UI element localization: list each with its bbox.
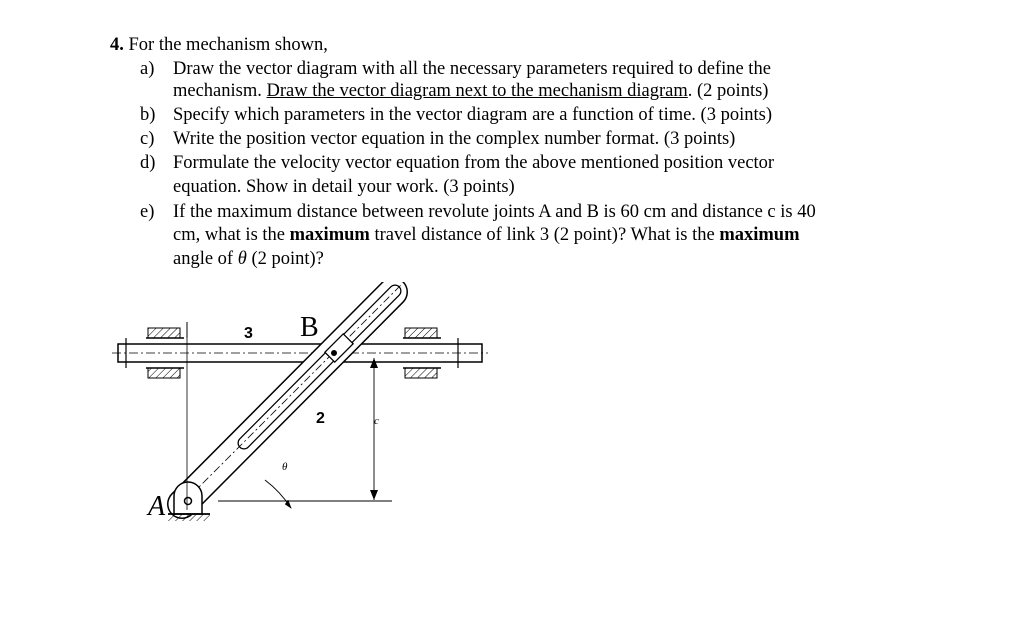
theta-angle-indicator: [265, 480, 291, 508]
item-e-line3-a: angle of: [173, 249, 238, 269]
item-e-bold-maximum-2: maximum: [719, 225, 800, 245]
label-theta: θ: [282, 461, 288, 473]
question-header: [110, 34, 328, 56]
item-a-line2-tail: . (2 points): [687, 81, 769, 101]
item-d-line1: Formulate the velocity vector equation from the above mentioned position vector: [173, 153, 775, 173]
mechanism-diagram: [110, 282, 490, 542]
label-link-2: 2: [316, 410, 325, 427]
item-e-bold-maximum-1: maximum: [289, 225, 370, 245]
item-a-line2: [173, 80, 768, 102]
item-e-line1: If the maximum distance between revolute joints A and B is 60 cm and distance c is 40: [173, 202, 816, 222]
label-dimension-c: c: [374, 415, 379, 427]
item-b-line1: Specify which parameters in the vector diagram are a function of time. (3 points): [173, 105, 772, 125]
item-d-marker: d): [140, 153, 156, 173]
label-joint-a: A: [148, 491, 166, 522]
question-number: 4.: [110, 35, 124, 55]
label-joint-b: B: [300, 312, 319, 343]
question-prompt: For the mechanism shown,: [128, 35, 328, 55]
item-a-line1: Draw the vector diagram with all the necessary parameters required to define the: [173, 59, 771, 79]
item-e-line2: [173, 224, 800, 246]
joint-b-pin: [331, 350, 337, 356]
item-a-marker: a): [140, 59, 155, 79]
item-e-theta-symbol: θ: [237, 249, 247, 269]
item-a-underlined-instruction: Draw the vector diagram next to the mechanism diagram: [266, 81, 688, 101]
item-c-marker: c): [140, 129, 155, 149]
item-e-line3: [173, 248, 324, 270]
label-link-3: 3: [244, 325, 253, 342]
item-b-marker: b): [140, 105, 156, 125]
item-e-marker: e): [140, 202, 155, 222]
item-c-line1: Write the position vector equation in the complex number format. (3 points): [173, 129, 736, 149]
item-e-line2-a: cm, what is the: [173, 225, 290, 245]
item-e-line3-b: (2 point)?: [246, 249, 324, 269]
item-d-line2: equation. Show in detail your work. (3 points): [173, 177, 515, 197]
item-a-line2-plain: mechanism.: [173, 81, 267, 101]
link-2-slotted-arm: [180, 284, 402, 506]
item-e-line2-b: travel distance of link 3 (2 point)? What is the: [369, 225, 720, 245]
